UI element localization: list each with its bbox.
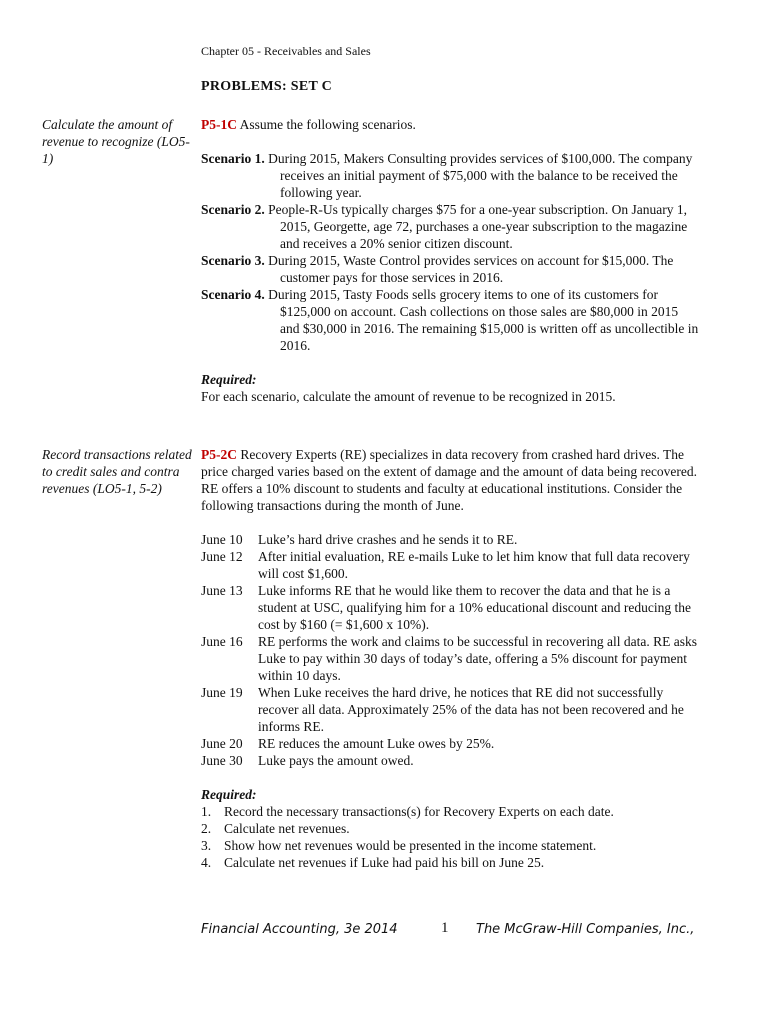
p1-margin-note: Calculate the amount of revenue to recognize (LO5-1) [42, 117, 190, 166]
scenario-text: During 2015, Makers Consulting provides services of $100,000. The company receives an initial payment of $75,000 with the balance to be received the following year. [264, 151, 693, 200]
transaction-text: When Luke receives the hard drive, he notices that RE did not successfully recover all data. Approximately 25% of the data has not been recovered and he informs RE. [258, 685, 684, 734]
item-text: Show how net revenues would be presented in the income statement. [224, 838, 597, 853]
footer-publisher: The McGraw-Hill Companies, Inc., [476, 922, 695, 937]
section-title: PROBLEMS: SET C [201, 79, 333, 94]
p2-code: P5-2C [201, 447, 237, 462]
transaction-date: June 13 [201, 583, 243, 598]
p1-required-text: For each scenario, calculate the amount of revenue to be recognized in 2015. [201, 389, 616, 404]
p1-required-label: Required: [201, 372, 257, 387]
transaction-date: June 20 [201, 736, 243, 751]
scenario-label: Scenario 2. [201, 202, 265, 217]
transaction-june-13 [201, 582, 701, 633]
scenario-text: During 2015, Waste Control provides services on account for $15,000. The customer pays for those services in 2016. [264, 253, 674, 285]
transaction-date: June 10 [201, 532, 243, 547]
p1-intro-text: Assume the following scenarios. [237, 117, 416, 132]
scenario-label: Scenario 1. [201, 151, 265, 166]
required-item-4 [201, 854, 701, 871]
transaction-text: RE reduces the amount Luke owes by 25%. [258, 736, 495, 751]
item-text: Calculate net revenues. [224, 821, 350, 836]
item-number: 1. [201, 804, 212, 819]
scenario-text: During 2015, Tasty Foods sells grocery items to one of its customers for $125,000 on account. Cash collections on those sales are $80,000 in 2015 and $30,000 in 2016. The remaining $15,000 is written off as uncollectible in 2016. [264, 287, 699, 353]
transaction-date: June 30 [201, 753, 243, 768]
problem-p5-2c [201, 446, 701, 871]
item-text: Record the necessary transactions(s) for Recovery Experts on each date. [224, 804, 614, 819]
required-item-3 [201, 837, 701, 854]
transaction-text: After initial evaluation, RE e-mails Luke to let him know that full data recovery will cost $1,600. [258, 549, 690, 581]
scenario-2 [201, 201, 701, 252]
transaction-june-30 [201, 752, 701, 769]
p2-margin-note: Record transactions related to credit sales and contra revenues (LO5-1, 5-2) [42, 447, 192, 496]
scenario-3 [201, 252, 701, 286]
transaction-date: June 19 [201, 685, 243, 700]
item-number: 3. [201, 838, 212, 853]
p1-intro [201, 116, 701, 133]
required-item-1 [201, 803, 701, 820]
transaction-june-20 [201, 735, 701, 752]
transaction-june-16 [201, 633, 701, 684]
required-item-2 [201, 820, 701, 837]
p2-intro-text: Recovery Experts (RE) specializes in data recovery from crashed hard drives. The price charged varies based on the extent of damage and the amount of data being recovered. RE offers a 10% discount to students and faculty at educational institutions. Consider the following transactions during the month of June. [201, 447, 698, 513]
transaction-june-12 [201, 548, 701, 582]
transaction-text: Luke informs RE that he would like them to recover the data and that he is a student at USC, qualifying him for a 10% educational discount and reducing the cost by $160 (= $1,600 x 10%). [258, 583, 692, 632]
scenario-4 [201, 286, 701, 354]
item-text: Calculate net revenues if Luke had paid his bill on June 25. [224, 855, 545, 870]
transaction-text: RE performs the work and claims to be successful in recovering all data. RE asks Luke to pay within 30 days of today’s date, offering a 5% discount for payment within 10 days. [258, 634, 698, 683]
transaction-text: Luke pays the amount owed. [258, 753, 414, 768]
p1-code: P5-1C [201, 117, 237, 132]
transaction-text: Luke’s hard drive crashes and he sends it to RE. [258, 532, 518, 547]
transaction-date: June 12 [201, 549, 243, 564]
page-number: 1 [441, 920, 449, 936]
scenario-label: Scenario 3. [201, 253, 265, 268]
item-number: 2. [201, 821, 212, 836]
p2-required-label: Required: [201, 787, 257, 802]
transaction-date: June 16 [201, 634, 243, 649]
footer-book-title: Financial Accounting, 3e 2014 [201, 922, 398, 937]
scenario-1 [201, 150, 701, 201]
problem-p5-1c [201, 116, 701, 405]
chapter-header: Chapter 05 - Receivables and Sales [201, 44, 371, 58]
scenario-label: Scenario 4. [201, 287, 265, 302]
scenario-text: People-R-Us typically charges $75 for a one-year subscription. On January 1, 2015, Georgette, age 72, purchases a one-year subscription to the magazine and receives a 20% senior citizen discount. [264, 202, 688, 251]
transaction-june-19 [201, 684, 701, 735]
item-number: 4. [201, 855, 212, 870]
p2-intro [201, 446, 701, 514]
transaction-june-10 [201, 531, 701, 548]
